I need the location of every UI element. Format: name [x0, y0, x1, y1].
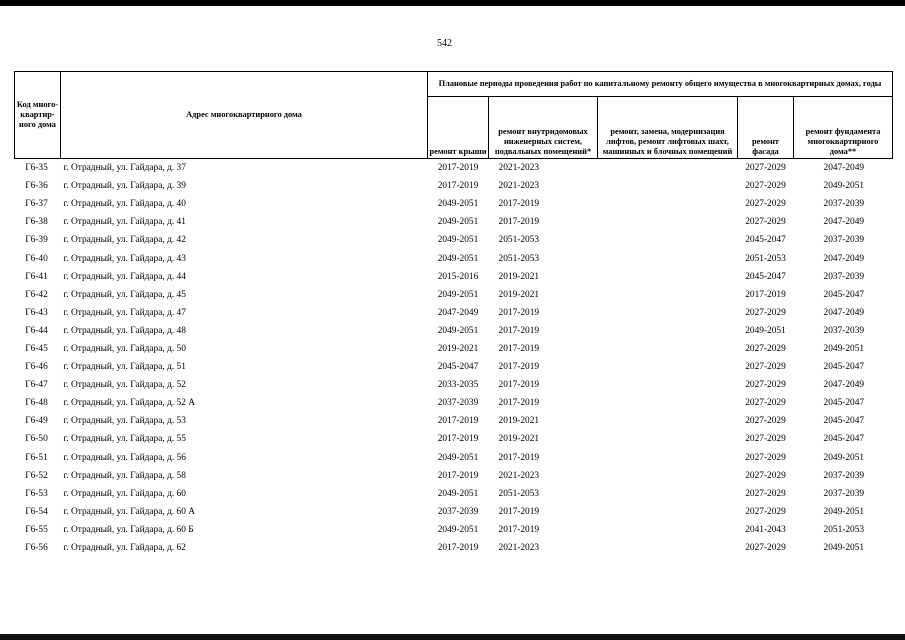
cell-roof: 2017-2019: [437, 416, 479, 427]
cell-foundation: 2049-2051: [823, 343, 865, 354]
cell-code: Г6-37: [25, 199, 48, 210]
bottom-border-bar: [0, 634, 905, 640]
cell-facade: 2017-2019: [745, 289, 786, 300]
cell-engineering: 2017-2019: [498, 199, 540, 210]
cell-code: Г6-54: [25, 506, 48, 517]
cell-engineering: 2021-2023: [498, 543, 540, 554]
repair-schedule-table: [14, 71, 893, 557]
cell-foundation: 2037-2039: [823, 235, 865, 246]
cell-foundation: 2049-2051: [823, 452, 865, 463]
cell-facade: 2045-2047: [745, 271, 786, 282]
cell-foundation: 2045-2047: [823, 362, 865, 373]
cell-roof: 2049-2051: [437, 253, 479, 264]
cell-foundation: 2047-2049: [823, 307, 865, 318]
cell-foundation: 2049-2051: [823, 181, 865, 192]
cell-elevators: [598, 430, 738, 448]
cell-address: г. Отрадный, ул. Гайдара, д. 52: [63, 380, 186, 391]
cell-facade: 2027-2029: [745, 380, 786, 391]
cell-foundation: 2047-2049: [823, 380, 865, 391]
cell-roof: 2037-2039: [437, 398, 479, 409]
cell-engineering: 2051-2053: [498, 235, 540, 246]
cell-code: Г6-35: [25, 163, 48, 174]
cell-engineering: 2019-2021: [498, 434, 540, 445]
cell-facade: 2027-2029: [745, 434, 786, 445]
cell-code: Г6-51: [25, 452, 48, 463]
cell-code: Г6-46: [25, 362, 48, 373]
header-foundation: ремонт фундамента многоквартирного дома**: [794, 97, 893, 159]
table-row: [15, 304, 893, 322]
table-row: [15, 195, 893, 213]
cell-code: Г6-36: [25, 181, 48, 192]
table-row: [15, 358, 893, 376]
cell-elevators: [598, 159, 738, 178]
cell-elevators: [598, 231, 738, 249]
cell-foundation: 2047-2049: [823, 163, 865, 174]
cell-facade: 2027-2029: [745, 543, 786, 554]
capital-repair-table: [14, 71, 892, 557]
cell-elevators: [598, 521, 738, 539]
cell-facade: 2045-2047: [745, 235, 786, 246]
table-row: [15, 340, 893, 358]
table-row: [15, 394, 893, 412]
cell-engineering: 2017-2019: [498, 380, 540, 391]
cell-code: Г6-45: [25, 343, 48, 354]
cell-foundation: 2037-2039: [823, 325, 865, 336]
cell-address: г. Отрадный, ул. Гайдара, д. 60 А: [63, 506, 196, 517]
cell-roof: 2017-2019: [437, 470, 479, 481]
top-border-bar: [0, 0, 905, 6]
header-code: Код много-квартир-ного дома: [15, 72, 61, 159]
cell-code: Г6-44: [25, 325, 48, 336]
cell-code: Г6-47: [25, 380, 48, 391]
table-row: [15, 430, 893, 448]
table-row: [15, 286, 893, 304]
cell-code: Г6-56: [25, 543, 48, 554]
cell-code: Г6-49: [25, 416, 48, 427]
cell-roof: 2049-2051: [437, 452, 479, 463]
cell-roof: 2033-2035: [437, 380, 479, 391]
cell-code: Г6-42: [25, 289, 48, 300]
table-row: [15, 376, 893, 394]
cell-engineering: 2051-2053: [498, 488, 540, 499]
cell-engineering: 2019-2021: [498, 416, 540, 427]
cell-facade: 2027-2029: [745, 181, 786, 192]
cell-engineering: 2017-2019: [498, 307, 540, 318]
cell-code: Г6-41: [25, 271, 48, 282]
table-row: [15, 503, 893, 521]
cell-facade: 2027-2029: [745, 416, 786, 427]
cell-address: г. Отрадный, ул. Гайдара, д. 39: [63, 181, 186, 192]
cell-elevators: [598, 322, 738, 340]
cell-address: г. Отрадный, ул. Гайдара, д. 50: [63, 343, 186, 354]
header-elevators: ремонт, замена, модернизация лифтов, ремонт лифтовых шахт, машинных и блочных помещений: [598, 97, 738, 159]
cell-foundation: 2049-2051: [823, 543, 865, 554]
cell-elevators: [598, 539, 738, 557]
cell-engineering: 2017-2019: [498, 452, 540, 463]
table-row: [15, 467, 893, 485]
table-row: [15, 159, 893, 178]
cell-facade: 2027-2029: [745, 362, 786, 373]
cell-elevators: [598, 358, 738, 376]
cell-code: Г6-38: [25, 217, 48, 228]
cell-address: г. Отрадный, ул. Гайдара, д. 52 А: [63, 398, 196, 409]
cell-address: г. Отрадный, ул. Гайдара, д. 45: [63, 289, 186, 300]
table-row: [15, 177, 893, 195]
table-body: [15, 159, 893, 558]
cell-address: г. Отрадный, ул. Гайдара, д. 55: [63, 434, 186, 445]
table-header: [15, 72, 893, 159]
cell-foundation: 2045-2047: [823, 434, 865, 445]
cell-code: Г6-50: [25, 434, 48, 445]
cell-facade: 2027-2029: [745, 452, 786, 463]
cell-engineering: 2017-2019: [498, 398, 540, 409]
cell-roof: 2017-2019: [437, 434, 479, 445]
cell-elevators: [598, 249, 738, 267]
cell-code: Г6-55: [25, 524, 48, 535]
cell-engineering: 2017-2019: [498, 362, 540, 373]
cell-roof: 2017-2019: [437, 163, 479, 174]
cell-address: г. Отрадный, ул. Гайдара, д. 42: [63, 235, 186, 246]
header-address: Адрес многоквартирного дома: [61, 72, 428, 159]
cell-address: г. Отрадный, ул. Гайдара, д. 58: [63, 470, 186, 481]
cell-facade: 2051-2053: [745, 253, 786, 264]
cell-code: Г6-53: [25, 488, 48, 499]
cell-engineering: 2017-2019: [498, 325, 540, 336]
cell-engineering: 2021-2023: [498, 470, 540, 481]
cell-foundation: 2037-2039: [823, 199, 865, 210]
table-row: [15, 539, 893, 557]
cell-foundation: 2045-2047: [823, 416, 865, 427]
cell-address: г. Отрадный, ул. Гайдара, д. 37: [63, 163, 186, 174]
cell-facade: 2027-2029: [745, 217, 786, 228]
cell-address: г. Отрадный, ул. Гайдара, д. 60: [63, 488, 186, 499]
cell-address: г. Отрадный, ул. Гайдара, д. 60 Б: [63, 524, 194, 535]
cell-address: г. Отрадный, ул. Гайдара, д. 47: [63, 307, 186, 318]
cell-roof: 2017-2019: [437, 543, 479, 554]
cell-engineering: 2019-2021: [498, 289, 540, 300]
header-roof: ремонт крыши: [428, 97, 489, 159]
cell-code: Г6-39: [25, 235, 48, 246]
cell-engineering: 2021-2023: [498, 181, 540, 192]
cell-foundation: 2051-2053: [823, 524, 865, 535]
page-number: 542: [437, 38, 452, 49]
cell-roof: 2049-2051: [437, 289, 479, 300]
cell-roof: 2037-2039: [437, 506, 479, 517]
cell-address: г. Отрадный, ул. Гайдара, д. 41: [63, 217, 186, 228]
cell-address: г. Отрадный, ул. Гайдара, д. 51: [63, 362, 186, 373]
cell-elevators: [598, 449, 738, 467]
cell-address: г. Отрадный, ул. Гайдара, д. 43: [63, 253, 186, 264]
cell-roof: 2049-2051: [437, 199, 479, 210]
cell-facade: 2027-2029: [745, 163, 786, 174]
cell-facade: 2027-2029: [745, 470, 786, 481]
cell-address: г. Отрадный, ул. Гайдара, д. 48: [63, 325, 186, 336]
cell-roof: 2049-2051: [437, 488, 479, 499]
cell-foundation: 2049-2051: [823, 506, 865, 517]
cell-foundation: 2047-2049: [823, 253, 865, 264]
table-row: [15, 249, 893, 267]
cell-code: Г6-48: [25, 398, 48, 409]
cell-elevators: [598, 340, 738, 358]
cell-roof: 2019-2021: [437, 343, 479, 354]
cell-elevators: [598, 286, 738, 304]
cell-address: г. Отрадный, ул. Гайдара, д. 62: [63, 543, 186, 554]
cell-facade: 2027-2029: [745, 488, 786, 499]
cell-elevators: [598, 412, 738, 430]
cell-address: г. Отрадный, ул. Гайдара, д. 53: [63, 416, 186, 427]
cell-elevators: [598, 213, 738, 231]
cell-code: Г6-40: [25, 253, 48, 264]
cell-facade: 2027-2029: [745, 506, 786, 517]
cell-elevators: [598, 376, 738, 394]
cell-roof: 2015-2016: [437, 271, 479, 282]
table-row: [15, 231, 893, 249]
cell-code: Г6-43: [25, 307, 48, 318]
cell-facade: 2027-2029: [745, 343, 786, 354]
cell-address: г. Отрадный, ул. Гайдара, д. 56: [63, 452, 186, 463]
cell-facade: 2027-2029: [745, 307, 786, 318]
cell-engineering: 2017-2019: [498, 524, 540, 535]
cell-address: г. Отрадный, ул. Гайдара, д. 44: [63, 271, 186, 282]
table-row: [15, 322, 893, 340]
cell-elevators: [598, 268, 738, 286]
cell-code: Г6-52: [25, 470, 48, 481]
cell-facade: 2027-2029: [745, 199, 786, 210]
cell-roof: 2049-2051: [437, 217, 479, 228]
cell-elevators: [598, 503, 738, 521]
header-engineering: ремонт внутридомовых инженерных систем, подвальных помещений*: [489, 97, 598, 159]
cell-roof: 2049-2051: [437, 325, 479, 336]
cell-roof: 2045-2047: [437, 362, 479, 373]
cell-roof: 2049-2051: [437, 524, 479, 535]
table-row: [15, 268, 893, 286]
header-periods-group: Плановые периоды проведения работ по капитальному ремонту общего имущества в многоквартирных домах, годы: [428, 72, 893, 97]
cell-elevators: [598, 467, 738, 485]
table-row: [15, 521, 893, 539]
cell-engineering: 2019-2021: [498, 271, 540, 282]
table-row: [15, 485, 893, 503]
cell-elevators: [598, 177, 738, 195]
table-row: [15, 412, 893, 430]
cell-elevators: [598, 394, 738, 412]
header-facade: ремонт фасада: [738, 97, 794, 159]
cell-roof: 2017-2019: [437, 181, 479, 192]
cell-elevators: [598, 304, 738, 322]
cell-facade: 2049-2051: [745, 325, 786, 336]
cell-foundation: 2037-2039: [823, 271, 865, 282]
cell-engineering: 2017-2019: [498, 343, 540, 354]
cell-engineering: 2051-2053: [498, 253, 540, 264]
cell-roof: 2047-2049: [437, 307, 479, 318]
cell-engineering: 2017-2019: [498, 217, 540, 228]
cell-engineering: 2017-2019: [498, 506, 540, 517]
cell-foundation: 2037-2039: [823, 470, 865, 481]
cell-facade: 2027-2029: [745, 398, 786, 409]
cell-foundation: 2037-2039: [823, 488, 865, 499]
cell-engineering: 2021-2023: [498, 163, 540, 174]
cell-foundation: 2045-2047: [823, 289, 865, 300]
table-row: [15, 213, 893, 231]
cell-address: г. Отрадный, ул. Гайдара, д. 40: [63, 199, 186, 210]
cell-foundation: 2045-2047: [823, 398, 865, 409]
cell-foundation: 2047-2049: [823, 217, 865, 228]
table-row: [15, 449, 893, 467]
cell-roof: 2049-2051: [437, 235, 479, 246]
cell-elevators: [598, 485, 738, 503]
cell-facade: 2041-2043: [745, 524, 786, 535]
cell-elevators: [598, 195, 738, 213]
